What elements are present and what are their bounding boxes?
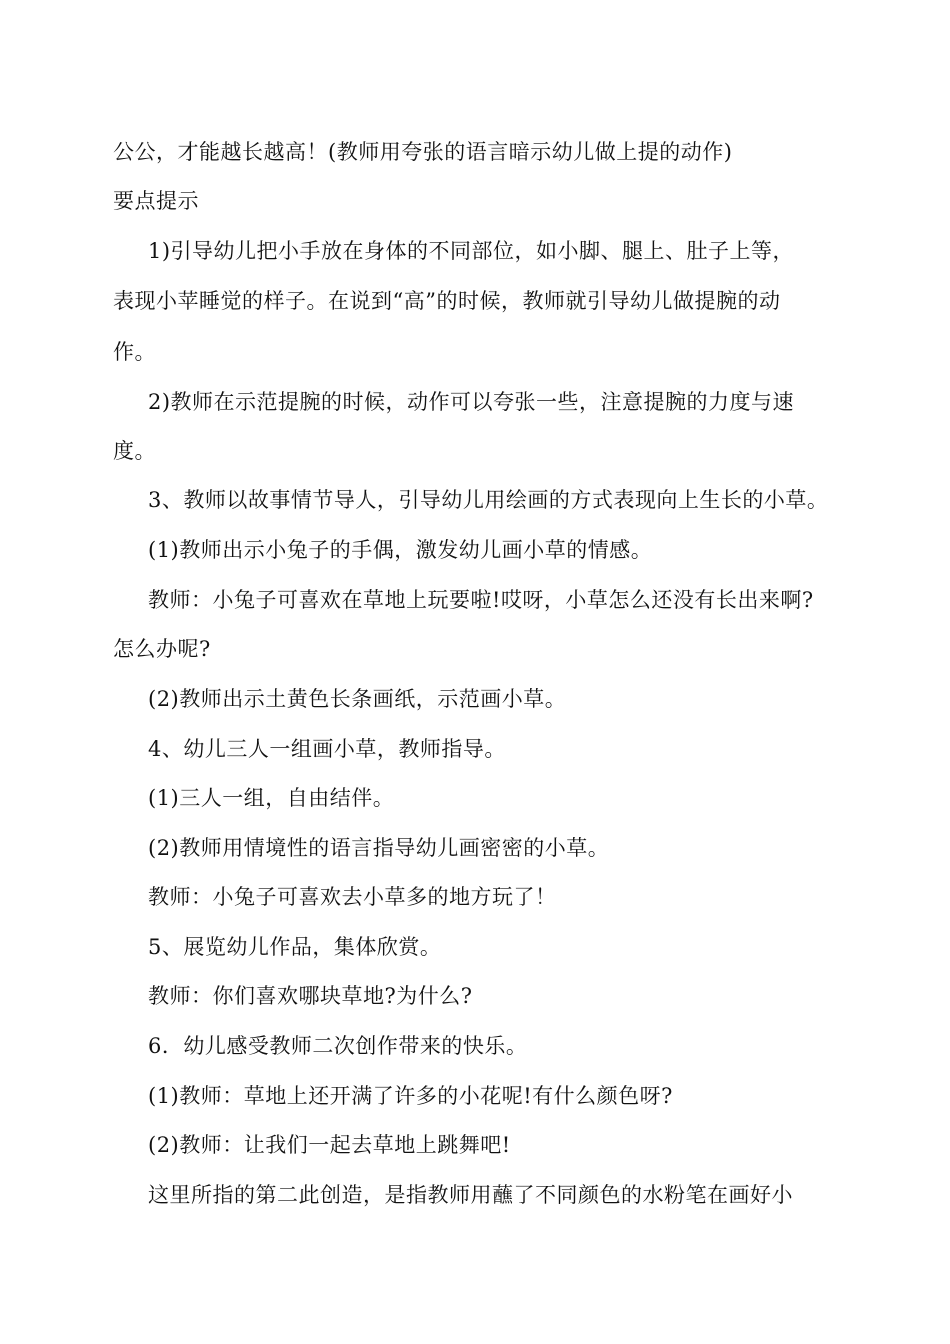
text-line: 5、展览幼儿作品，集体欣赏。 [148, 935, 442, 959]
text-line: (1)三人一组，自由结伴。 [148, 786, 395, 810]
text-line: (2)教师：让我们一起去草地上跳舞吧! [148, 1133, 511, 1157]
text-line: 3、教师以故事情节导人，引导幼儿用绘画的方式表现向上生长的小草。 [148, 488, 829, 512]
text-line: 4、幼儿三人一组画小草，教师指导。 [148, 737, 506, 761]
text-line: (1)教师出示小兔子的手偶，激发幼儿画小草的情感。 [148, 538, 653, 562]
text-line: 2)教师在示范提腕的时候，动作可以夸张一些，注意提腕的力度与速 [148, 390, 795, 414]
text-line: 度。 [113, 439, 156, 463]
text-line: 教师：小兔子可喜欢去小草多的地方玩了！ [148, 885, 557, 909]
text-line: 作。 [113, 340, 156, 364]
text-line: 公公，才能越长越高！(教师用夸张的语言暗示幼儿做上提的动作) [113, 140, 733, 164]
text-line: 1)引导幼儿把小手放在身体的不同部位，如小脚、腿上、肚子上等， [148, 239, 795, 263]
text-line: 怎么办呢? [113, 637, 211, 661]
text-line: 6．幼儿感受教师二次创作带来的快乐。 [148, 1034, 528, 1058]
text-line: 这里所指的第二此创造，是指教师用蘸了不同颜色的水粉笔在画好小 [148, 1183, 793, 1207]
text-line: 表现小苹睡觉的样子。在说到“高”的时候，教师就引导幼儿做提腕的动 [113, 289, 781, 313]
text-line: 教师：你们喜欢哪块草地?为什么? [148, 984, 473, 1008]
text-line: (1)教师：草地上还开满了许多的小花呢!有什么颜色呀? [148, 1084, 673, 1108]
text-line: (2)教师出示土黄色长条画纸，示范画小草。 [148, 687, 567, 711]
section-heading: 要点提示 [113, 189, 199, 213]
text-line: (2)教师用情境性的语言指导幼儿画密密的小草。 [148, 836, 610, 860]
text-line: 教师：小兔子可喜欢在草地上玩要啦!哎呀，小草怎么还没有长出来啊? [148, 588, 814, 612]
